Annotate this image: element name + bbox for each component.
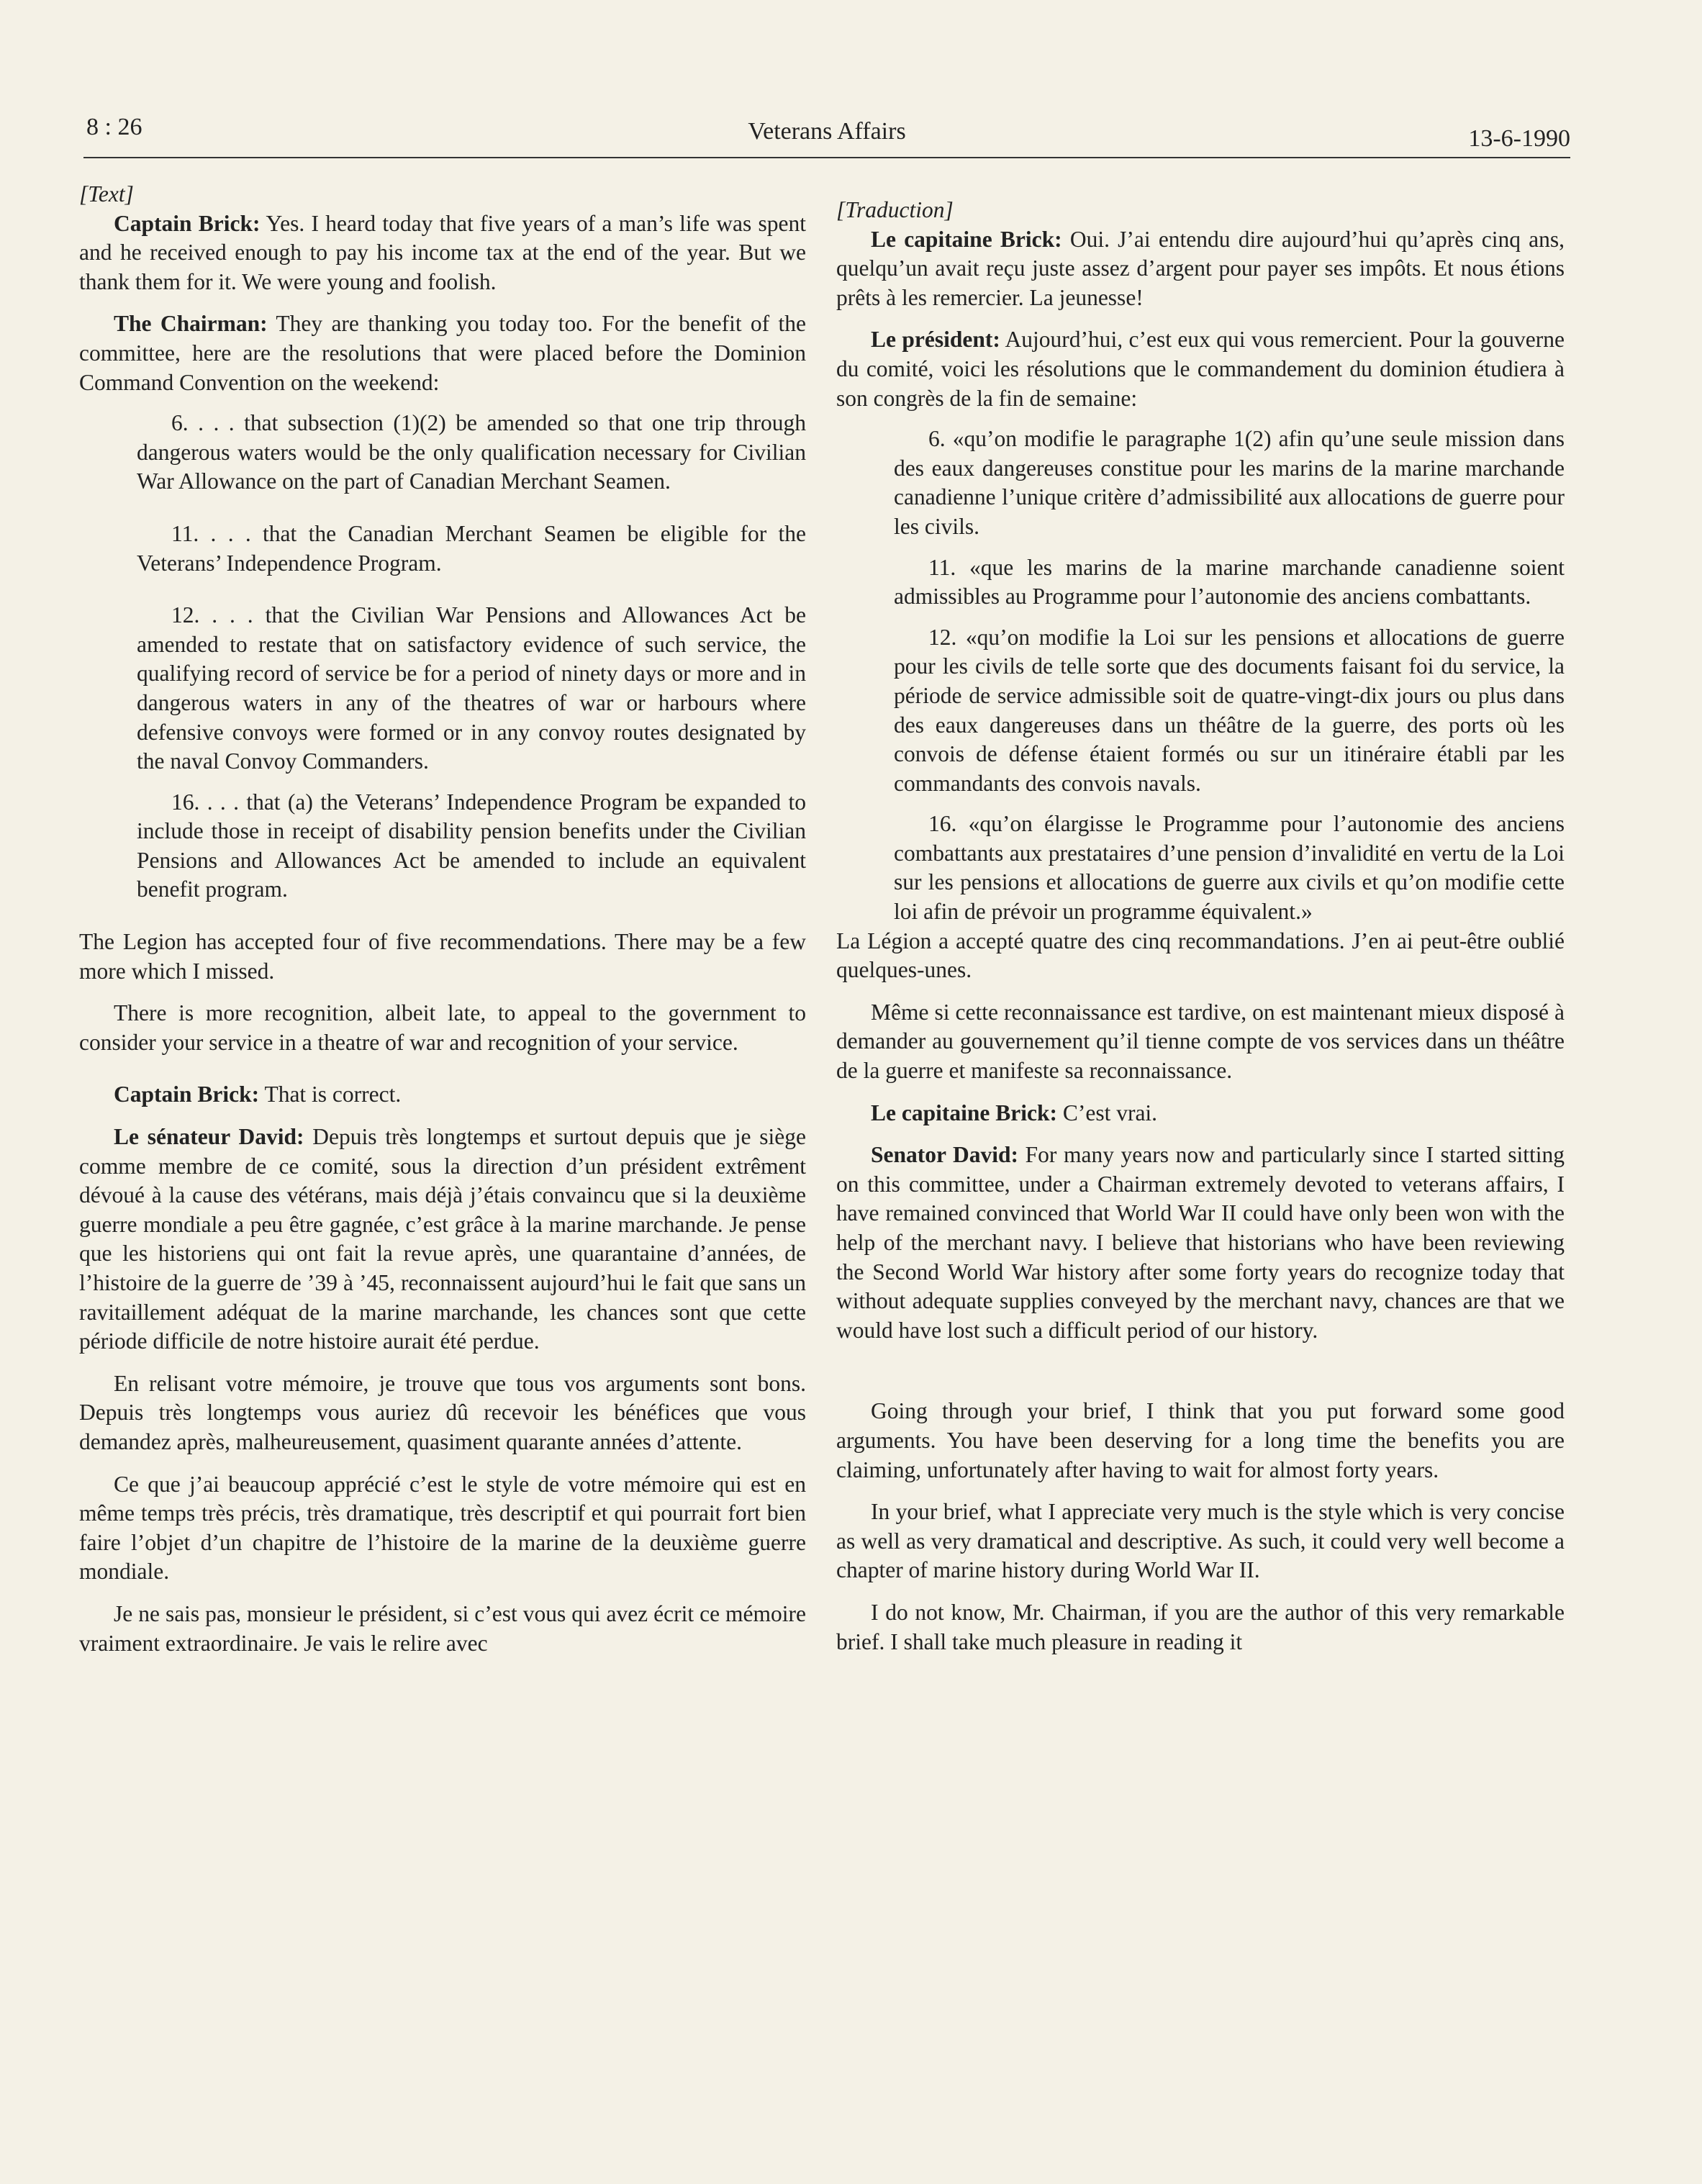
speech-text: C’est vrai. [1056,1100,1158,1125]
speech-text: Yes. I heard today that five years of a man’s life was spent and he received enough to pay his income tax at the end of the year. But we thank them for it. We were young and foolish. [79,210,806,294]
text-label: [Traduction] [836,197,954,222]
paragraph [836,225,1565,313]
french-column [836,196,1565,1657]
paragraph: Je ne sais pas, monsieur le président, si c’est vous qui avez écrit ce mémoire vraiment extraordinaire. Je vais le relire avec [79,1600,806,1656]
paragraph: The Legion has accepted four of five recommendations. There may be a few more which I missed. [79,929,806,984]
paragraph [79,1080,806,1110]
speaker-name: Senator David: [871,1142,1019,1168]
page-number: 8 : 26 [86,114,142,140]
running-title: Veterans Affairs [748,118,906,145]
paragraph [79,209,806,297]
resolution-6: 6. «qu’on modifie le paragraphe 1(2) afin qu’une seule mission dans des eaux dangereuses constitue pour les marins de la marine marchande canadienne l’unique critère d’admissibilité aux allocations de guerre pour les civils. [894,426,1565,539]
speaker-name: Le capitaine Brick: [871,1100,1057,1125]
speaker-name: Captain Brick: [114,210,261,236]
paragraph: In your brief, what I appreciate very much is the style which is very concise as well as very dramatical and descriptive. As such, it could very well become a chapter of marine history during World War II. [836,1499,1565,1583]
speech-text: That is correct. [259,1082,402,1107]
page-header [83,114,1570,158]
speech-text: Aujourd’hui, c’est eux qui vous remercient. Pour la gouverne du comité, voici les résolutions que le commandement du dominion étudiera à son congrès de la fin de semaine: [836,327,1565,411]
speaker-name: Le président: [871,327,1000,353]
paragraph: I do not know, Mr. Chairman, if you are the author of this very remarkable brief. I shall take much pleasure in reading it [836,1599,1565,1654]
paragraph [836,1141,1565,1345]
paragraph: Going through your brief, I think that you put forward some good arguments. You have been deserving for a long time the benefits you are claiming, unfortunately after having to wait for almost forty years. [836,1398,1565,1482]
resolution-6: 6. . . . that subsection (1)(2) be amended so that one trip through dangerous waters would be the only qualification necessary for Civilian War Allowance on the part of Canadian Merchant Seamen. [137,410,806,494]
resolution-16: 16. «qu’on élargisse le Programme pour l’autonomie des anciens combattants aux prestataires d’une pension d’invalidité en vertu de la Loi sur les pensions et allocations de guerre aux civils et qu’on modifie cette loi afin de prévoir un programme équivalent.» [894,811,1565,925]
paragraph: Même si cette reconnaissance est tardive, on est maintenant mieux disposé à demander au gouvernement qu’il tienne compte de vos services dans un théâtre de la guerre et manifeste sa reconnaissance. [836,999,1565,1084]
english-column [79,180,806,1658]
paragraph: Ce que j’ai beaucoup apprécié c’est le style de votre mémoire qui est en même temps très précis, très dramatique, très descriptif et qui pourrait fort bien faire l’objet d’un chapitre de l’histoire de la marine de la deuxième guerre mondiale. [79,1471,806,1585]
paragraph: La Légion a accepté quatre des cinq recommandations. J’en ai peut-être oublié quelques-unes. [836,928,1565,983]
paragraph [79,1123,806,1356]
speaker-name: Le capitaine Brick: [871,226,1062,252]
resolution-11: 11. «que les marins de la marine marchande canadienne soient admissibles au Programme pour l’autonomie des anciens combattants. [894,554,1565,610]
resolution-16: 16. . . . that (a) the Veterans’ Independence Program be expanded to include those in receipt of disability pension benefits under the Civilian Pensions and Allowances Act be amended to include an equivalent benefit program. [137,789,806,902]
paragraph [836,1099,1565,1128]
paragraph: En relisant votre mémoire, je trouve que tous vos arguments sont bons. Depuis très longtemps vous auriez dû recevoir les bénéfices que vous demandez après, malheureusement, quasiment quarante années d’attente. [79,1370,806,1454]
speech-text: For many years now and particularly since I started sitting on this committee, under a Chairman extremely devoted to veterans affairs, I have remained convinced that World War II could have only been won with the help of the merchant navy. I believe that historians who have been reviewing the Second World War history after some forty years do recognize today that without adequate supplies conveyed by the merchant navy, chances are that we would have lost such a difficult period of our history. [836,1142,1565,1343]
resolution-12: 12. «qu’on modifie la Loi sur les pensions et allocations de guerre pour les civils de telle sorte que des documents faisant foi du service, la période de service admissible soit de quatre-vingt-dix jours ou plus dans des eaux dangereuses dans un théâtre de la guerre, des ports où les convois de défense étaient formés ou sur un itinéraire établi par les commandants des convois navals. [894,624,1565,796]
speech-text: They are thanking you today too. For the benefit of the committee, here are the resolutions that were placed before the Dominion Command Convention on the weekend: [79,311,806,395]
page-date: 13-6-1990 [1468,125,1570,152]
paragraph: There is more recognition, albeit late, to appeal to the government to consider your service in a theatre of war and recognition of your service. [79,1000,806,1055]
text-label: [Text] [79,181,134,207]
paragraph [836,325,1565,413]
paragraph [79,309,806,397]
speech-text: Oui. J’ai entendu dire aujourd’hui qu’après cinq ans, quelqu’un avait reçu juste assez d’argent pour payer ses impôts. Et nous étions prêts à les remercier. La jeunesse! [836,226,1565,310]
speech-text: Depuis très longtemps et surtout depuis que je siège comme membre de ce comité, sous la direction d’un président extrêment dévoué à la cause des vétérans, mais déjà j’étais convaincu que si la deuxième guerre mondiale a peu être gagnée, c’est grâce à la marine marchande. Je pense que les historiens qui ont fait la revue après, une quarantaine d’années, de l’histoire de la guerre de ’39 à ’45, reconnaissent aujourd’hui le fait que sans un ravitaillement adéquat de la marine marchande, les chances sont que cette période difficile de notre histoire aurait été perdue. [79,1124,806,1354]
speaker-name: The Chairman: [114,311,268,337]
resolution-11: 11. . . . that the Canadian Merchant Seamen be eligible for the Veterans’ Independence Program. [137,520,806,576]
speaker-name: Captain Brick: [114,1082,260,1107]
resolution-12: 12. . . . that the Civilian War Pensions and Allowances Act be amended to restate that on satisfactory evidence of such service, the qualifying record of service be for a period of ninety days or more and in dangerous waters in any of the theatres of war or harbours where defensive convoys were formed or in any convoy routes designated by the naval Convoy Commanders. [137,602,806,774]
speaker-name: Le sénateur David: [114,1124,304,1150]
